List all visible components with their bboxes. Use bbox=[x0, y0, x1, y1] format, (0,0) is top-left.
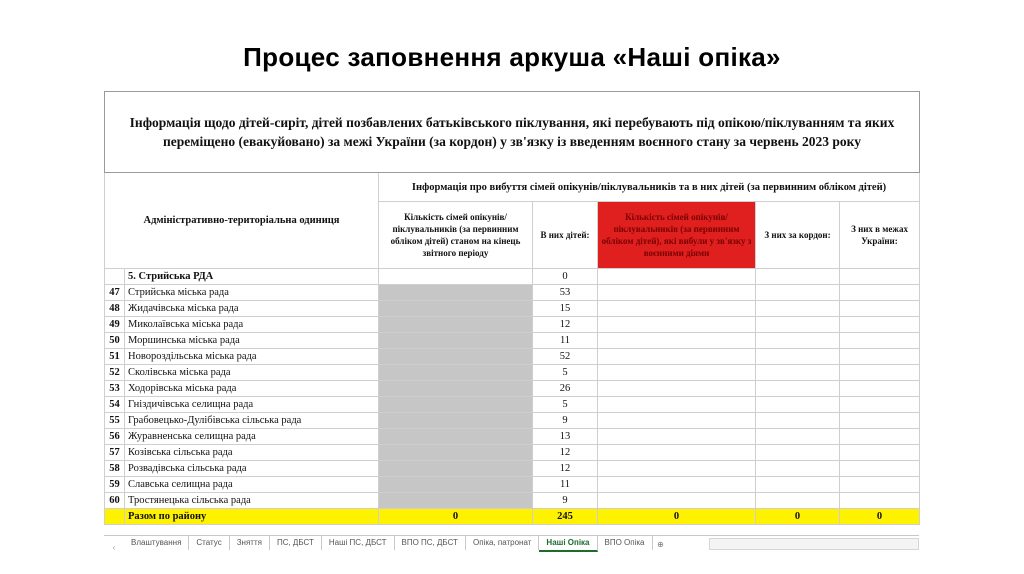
row-moved-cell[interactable] bbox=[598, 461, 756, 477]
row-ukraine-cell[interactable] bbox=[840, 461, 920, 477]
table-row bbox=[105, 365, 920, 381]
row-moved-cell[interactable] bbox=[598, 477, 756, 493]
row-families-cell[interactable] bbox=[379, 397, 533, 413]
row-moved-cell[interactable] bbox=[598, 285, 756, 301]
tab-nav-prev[interactable]: ‹ bbox=[112, 543, 116, 552]
table-row bbox=[105, 477, 920, 493]
row-ukraine-cell[interactable] bbox=[840, 365, 920, 381]
row-abroad-cell[interactable] bbox=[756, 317, 840, 333]
row-name[interactable]: Новороздільська міська рада bbox=[125, 349, 379, 365]
sheet-tab[interactable]: Опіка, патронат bbox=[466, 536, 539, 550]
row-ukraine-cell[interactable] bbox=[840, 333, 920, 349]
row-abroad-cell[interactable] bbox=[756, 461, 840, 477]
sheet-tab[interactable]: ВПО ПС, ДБСТ bbox=[395, 536, 466, 550]
row-families-cell[interactable] bbox=[379, 349, 533, 365]
row-ukraine-cell[interactable] bbox=[840, 301, 920, 317]
row-abroad-cell[interactable] bbox=[756, 365, 840, 381]
row-number[interactable]: 60 bbox=[105, 493, 125, 509]
horizontal-scrollbar[interactable] bbox=[709, 538, 920, 550]
row-children[interactable]: 9 bbox=[533, 413, 598, 429]
header-ukraine: З них в межах України: bbox=[840, 202, 920, 269]
section-row bbox=[105, 269, 920, 285]
sheet-tabs bbox=[124, 536, 653, 552]
table-row bbox=[105, 381, 920, 397]
row-moved-cell[interactable] bbox=[598, 333, 756, 349]
sheet-tab[interactable]: Зняття bbox=[230, 536, 270, 550]
row-name[interactable]: Гніздичівська селищна рада bbox=[125, 397, 379, 413]
row-children[interactable]: 12 bbox=[533, 445, 598, 461]
row-number[interactable]: 55 bbox=[105, 413, 125, 429]
row-moved-cell[interactable] bbox=[598, 429, 756, 445]
row-ukraine-cell[interactable] bbox=[840, 493, 920, 509]
total-empty-cell[interactable] bbox=[105, 509, 125, 525]
table-row bbox=[105, 445, 920, 461]
row-abroad-cell[interactable] bbox=[756, 285, 840, 301]
row-children[interactable]: 11 bbox=[533, 333, 598, 349]
row-abroad-cell[interactable] bbox=[756, 349, 840, 365]
row-number[interactable]: 52 bbox=[105, 365, 125, 381]
row-children[interactable]: 13 bbox=[533, 429, 598, 445]
row-moved-cell[interactable] bbox=[598, 365, 756, 381]
row-abroad-cell[interactable] bbox=[756, 493, 840, 509]
table-row bbox=[105, 397, 920, 413]
row-children[interactable]: 12 bbox=[533, 317, 598, 333]
table-row bbox=[105, 461, 920, 477]
row-name[interactable]: Козівська сільська рада bbox=[125, 445, 379, 461]
row-families-cell[interactable] bbox=[379, 413, 533, 429]
total-row bbox=[105, 509, 920, 525]
row-number[interactable]: 54 bbox=[105, 397, 125, 413]
sheet-tab[interactable]: Наші ПС, ДБСТ bbox=[322, 536, 395, 550]
row-moved-cell[interactable] bbox=[598, 301, 756, 317]
total-families[interactable]: 0 bbox=[379, 509, 533, 525]
header-admin-unit: Адміністративно-територіальна одиниця bbox=[105, 173, 379, 269]
row-number[interactable]: 47 bbox=[105, 285, 125, 301]
row-families-cell[interactable] bbox=[379, 461, 533, 477]
row-ukraine-cell[interactable] bbox=[840, 349, 920, 365]
add-sheet-icon[interactable]: ⊕ bbox=[657, 540, 664, 549]
row-number[interactable]: 56 bbox=[105, 429, 125, 445]
row-families-cell[interactable] bbox=[379, 301, 533, 317]
row-children[interactable]: 11 bbox=[533, 477, 598, 493]
row-number[interactable]: 59 bbox=[105, 477, 125, 493]
row-ukraine-cell[interactable] bbox=[840, 445, 920, 461]
sheet-tab[interactable]: Влаштування bbox=[124, 536, 189, 550]
row-abroad-cell[interactable] bbox=[756, 397, 840, 413]
header-info-group: Інформація про вибуття сімей опікунів/піклувальників та в них дітей (за первинним обліком дітей) bbox=[379, 173, 920, 202]
row-families-cell[interactable] bbox=[379, 365, 533, 381]
row-name[interactable]: Стрийська міська рада bbox=[125, 285, 379, 301]
sheet-tab[interactable]: ВПО Опіка bbox=[598, 536, 653, 550]
row-number[interactable]: 48 bbox=[105, 301, 125, 317]
header-abroad: З них за кордон: bbox=[756, 202, 840, 269]
row-name[interactable]: Сколівська міська рада bbox=[125, 365, 379, 381]
row-families-cell[interactable] bbox=[379, 429, 533, 445]
cell-ukraine[interactable] bbox=[840, 269, 920, 285]
slide-title: Процес заповнення аркуша «Наші опіка» bbox=[243, 42, 781, 72]
total-children[interactable]: 245 bbox=[533, 509, 598, 525]
row-ukraine-cell[interactable] bbox=[840, 477, 920, 493]
row-name[interactable]: Жидачівська міська рада bbox=[125, 301, 379, 317]
header-children: В них дітей: bbox=[533, 202, 598, 269]
row-name[interactable]: Миколаївська міська рада bbox=[125, 317, 379, 333]
row-number[interactable]: 57 bbox=[105, 445, 125, 461]
sheet-tab[interactable]: Наші Опіка bbox=[539, 536, 597, 552]
row-moved-cell[interactable] bbox=[598, 413, 756, 429]
row-families-cell[interactable] bbox=[379, 317, 533, 333]
row-children[interactable]: 12 bbox=[533, 461, 598, 477]
cell-num[interactable] bbox=[105, 269, 125, 285]
row-children[interactable]: 53 bbox=[533, 285, 598, 301]
row-abroad-cell[interactable] bbox=[756, 333, 840, 349]
spreadsheet bbox=[104, 91, 919, 525]
row-name[interactable]: Моршинська міська рада bbox=[125, 333, 379, 349]
row-moved-cell[interactable] bbox=[598, 381, 756, 397]
table-row bbox=[105, 413, 920, 429]
table-row bbox=[105, 349, 920, 365]
table-row bbox=[105, 317, 920, 333]
sheet-tab[interactable]: Статус bbox=[189, 536, 229, 550]
row-abroad-cell[interactable] bbox=[756, 445, 840, 461]
row-moved-cell[interactable] bbox=[598, 317, 756, 333]
row-families-cell[interactable] bbox=[379, 445, 533, 461]
row-children[interactable]: 15 bbox=[533, 301, 598, 317]
row-name[interactable]: Грабовецько-Дулібівська сільська рада bbox=[125, 413, 379, 429]
row-moved-cell[interactable] bbox=[598, 349, 756, 365]
info-title: Інформація щодо дітей-сиріт, дітей позбавлених батьківського піклування, які перебувають під опікою/піклуванням та яких переміщено (евакуйовано) за межі України (за кордон) у зв'язку із введенням воєнного стану за червень 2023 року bbox=[105, 92, 920, 173]
row-name[interactable]: Журавненська селищна рада bbox=[125, 429, 379, 445]
row-children[interactable]: 5 bbox=[533, 397, 598, 413]
row-moved-cell[interactable] bbox=[598, 397, 756, 413]
row-ukraine-cell[interactable] bbox=[840, 381, 920, 397]
row-number[interactable]: 51 bbox=[105, 349, 125, 365]
row-number[interactable]: 58 bbox=[105, 461, 125, 477]
row-moved-cell[interactable] bbox=[598, 445, 756, 461]
row-ukraine-cell[interactable] bbox=[840, 429, 920, 445]
table-row bbox=[105, 333, 920, 349]
row-children[interactable]: 26 bbox=[533, 381, 598, 397]
sheet-tab[interactable]: ПС, ДБСТ bbox=[270, 536, 322, 550]
table-row bbox=[105, 493, 920, 509]
header-families: Кількість сімей опікунів/піклувальників (за первинним обліком дітей) станом на кінець звітного періоду bbox=[379, 202, 533, 269]
row-ukraine-cell[interactable] bbox=[840, 285, 920, 301]
row-abroad-cell[interactable] bbox=[756, 413, 840, 429]
row-families-cell[interactable] bbox=[379, 333, 533, 349]
section-name[interactable]: 5. Стрийська РДА bbox=[125, 269, 379, 285]
row-families-cell[interactable] bbox=[379, 477, 533, 493]
row-name[interactable]: Славська селищна рада bbox=[125, 477, 379, 493]
row-abroad-cell[interactable] bbox=[756, 301, 840, 317]
row-ukraine-cell[interactable] bbox=[840, 413, 920, 429]
total-ukraine[interactable]: 0 bbox=[840, 509, 920, 525]
row-name[interactable]: Тростянецька сільська рада bbox=[125, 493, 379, 509]
cell-moved[interactable] bbox=[598, 269, 756, 285]
row-abroad-cell[interactable] bbox=[756, 477, 840, 493]
row-number[interactable]: 49 bbox=[105, 317, 125, 333]
row-families-cell[interactable] bbox=[379, 381, 533, 397]
row-number[interactable]: 50 bbox=[105, 333, 125, 349]
row-ukraine-cell[interactable] bbox=[840, 397, 920, 413]
row-number[interactable]: 53 bbox=[105, 381, 125, 397]
row-abroad-cell[interactable] bbox=[756, 381, 840, 397]
row-name[interactable]: Ходорівська міська рада bbox=[125, 381, 379, 397]
sheet-tab-bar bbox=[104, 535, 919, 552]
row-children[interactable]: 52 bbox=[533, 349, 598, 365]
table-row bbox=[105, 301, 920, 317]
row-name[interactable]: Розвадівська сільська рада bbox=[125, 461, 379, 477]
total-abroad[interactable]: 0 bbox=[756, 509, 840, 525]
row-children[interactable]: 5 bbox=[533, 365, 598, 381]
table-row bbox=[105, 429, 920, 445]
row-children[interactable]: 9 bbox=[533, 493, 598, 509]
cell-families[interactable] bbox=[379, 269, 533, 285]
row-families-cell[interactable] bbox=[379, 493, 533, 509]
row-moved-cell[interactable] bbox=[598, 493, 756, 509]
section-children[interactable]: 0 bbox=[533, 269, 598, 285]
row-abroad-cell[interactable] bbox=[756, 429, 840, 445]
total-moved[interactable]: 0 bbox=[598, 509, 756, 525]
total-label[interactable]: Разом по району bbox=[125, 509, 379, 525]
header-moved: Кількість сімей опікунів/піклувальників (за первинним обліком дітей), які вибули у зв'язку з воєнними діями bbox=[598, 202, 756, 269]
data-table bbox=[104, 91, 920, 525]
row-ukraine-cell[interactable] bbox=[840, 317, 920, 333]
cell-abroad[interactable] bbox=[756, 269, 840, 285]
row-families-cell[interactable] bbox=[379, 285, 533, 301]
table-row bbox=[105, 285, 920, 301]
